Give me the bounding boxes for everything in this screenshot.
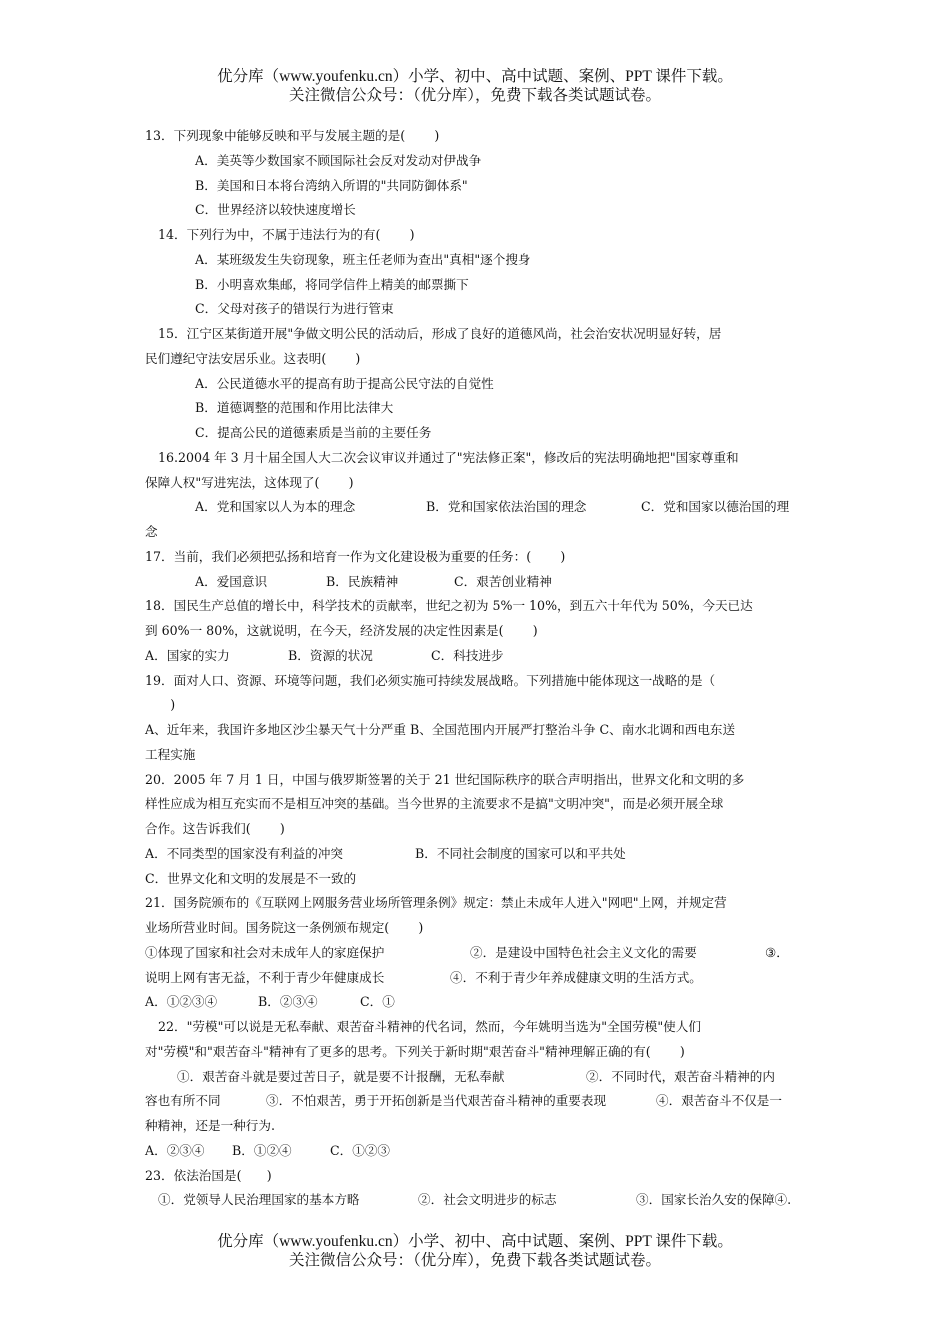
q15-stem-line-1: 15．江宁区某街道开展"争做文明公民的活动后，形成了良好的道德风尚，社会治安状况明显好转，居	[158, 326, 722, 341]
q23-statement-2: ②．社会文明进步的标志	[418, 1192, 557, 1208]
q18-options	[145, 644, 809, 669]
q22-statements-line-1	[145, 1065, 809, 1090]
q18-option-b: B．资源的状况	[288, 647, 373, 663]
q20-option-a: A．不同类型的国家没有利益的冲突	[145, 845, 344, 861]
q18-option-c: C．科技进步	[431, 647, 504, 663]
q22-statement-3: ③．不怕艰苦，勇于开拓创新是当代艰苦奋斗精神的重要表现	[266, 1093, 607, 1109]
q21-statement-3: ③．	[765, 944, 789, 960]
q22-option-a: A．②③④	[145, 1142, 205, 1158]
q18-option-a: A．国家的实力	[145, 647, 230, 663]
exam-content	[145, 124, 809, 1213]
q19-options-line-1: A、近年来，我国许多地区沙尘暴天气十分严重 B、全国范围内开展严打整治斗争 C、南水北调和西电东送	[145, 722, 736, 737]
q14-option-a: A．某班级发生失窃现象，班主任老师为查出"真相"逐个搜身	[195, 251, 531, 267]
q15-option-a: A．公民道德水平的提高有助于提高公民守法的自觉性	[195, 375, 494, 391]
q20-option-c: C．世界文化和文明的发展是不一致的	[145, 870, 357, 886]
q15-option-b: B．道德调整的范围和作用比法律大	[195, 400, 394, 416]
q21-option-b: B．②③④	[258, 994, 318, 1010]
footer-line-2: 关注微信公众号：（优分库），免费下载各类试题试卷。	[288, 1252, 661, 1269]
q14-option-b: B．小明喜欢集邮，将同学信件上精美的邮票撕下	[195, 276, 469, 292]
q14-stem: 14．下列行为中，不属于违法行为的有( )	[158, 227, 415, 242]
q16-options	[145, 495, 809, 520]
q21-statement-1: ①体现了国家和社会对未成年人的家庭保护	[145, 944, 385, 960]
q21-stem-line-2: 业场所营业时间。国务院这一条例颁布规定( )	[145, 920, 424, 935]
q22-statement-2: ②．不同时代，艰苦奋斗精神的内	[586, 1068, 775, 1084]
q21-stem-line-1: 21．国务院颁布的《互联网上网服务营业场所管理条例》规定：禁止未成年人进入"网吧"上网，并规定营	[145, 895, 727, 911]
q22-statements-line-2	[145, 1089, 809, 1114]
q23-statement-3: ③．国家长治久安的保障④.	[636, 1192, 792, 1208]
q16-option-c-continued: 念	[145, 524, 158, 539]
q21-option-c: C．①	[360, 994, 395, 1010]
q20-stem-line-2: 样性应成为相互充实而不是相互冲突的基础。当今世界的主流要求不是搞"文明冲突"，而是必须开展全球	[145, 796, 724, 812]
q20-stem-line-3: 合作。这告诉我们( )	[145, 821, 285, 836]
q22-option-b: B．①②④	[232, 1142, 292, 1158]
q22-statement-4-continued: 种精神，还是一种行为.	[145, 1118, 275, 1133]
q19-stem-line-2: )	[145, 697, 176, 713]
q17-option-b: B．民族精神	[326, 573, 399, 589]
q21-statements-line-1	[145, 941, 809, 966]
q16-option-a: A．党和国家以人为本的理念	[195, 499, 356, 515]
q17-option-a: A．爱国意识	[195, 573, 268, 589]
q15-option-c: C．提高公民的道德素质是当前的主要任务	[195, 425, 432, 440]
q16-stem-line-1: 16.2004 年 3 月十届全国人大二次会议审议并通过了"宪法修正案"，修改后的宪法明确地把"国家尊重和	[158, 449, 739, 465]
q13-option-c: C．世界经济以较快速度增长	[195, 202, 356, 218]
q18-stem-line-1: 18．国民生产总值的增长中，科学技术的贡献率，世纪之初为 5%一 10%，到五六十年代为 50%，今天已达	[145, 598, 753, 614]
q17-option-c: C．艰苦创业精神	[454, 573, 552, 589]
q16-option-b: B．党和国家依法治国的理念	[426, 499, 587, 515]
q20-options	[145, 842, 809, 867]
q20-stem-line-1: 20．2005 年 7 月 1 日，中国与俄罗斯签署的关于 21 世纪国际秩序的联合声明指出，世界文化和文明的多	[145, 771, 745, 787]
header-line-1: 优分库（www.youfenku.cn）小学、初中、高中试题、案例、PPT 课件下载。	[217, 68, 733, 85]
q13-option-a: A．美英等少数国家不顾国际社会反对发动对伊战争	[195, 152, 482, 168]
q18-stem-line-2: 到 60%一 80%，这就说明，在今天，经济发展的决定性因素是( )	[145, 623, 538, 638]
q16-option-c: C．党和国家以德治国的理	[641, 499, 790, 515]
page-header	[0, 67, 950, 105]
q22-statement-1: ①．艰苦奋斗就是要过苦日子，就是要不计报酬，无私奉献	[177, 1068, 505, 1084]
q22-statement-2-continued: 容也有所不同	[145, 1093, 221, 1109]
q13-stem: 13．下列现象中能够反映和平与发展主题的是( )	[145, 128, 440, 143]
q20-option-b: B．不同社会制度的国家可以和平共处	[415, 845, 626, 861]
q23-statement-1: ①．党领导人民治理国家的基本方略	[158, 1192, 360, 1208]
q16-stem-line-2: 保障人权"写进宪法，这体现了( )	[145, 474, 354, 490]
q23-statements	[145, 1188, 809, 1213]
q15-stem-line-2: 民们遵纪守法安居乐业。这表明( )	[145, 350, 361, 366]
q22-statement-4: ④．艰苦奋斗不仅是一	[656, 1093, 782, 1109]
q17-options	[145, 570, 809, 595]
q14-option-c: C．父母对孩子的错误行为进行管束	[195, 301, 394, 317]
q13-option-b: B．美国和日本将台湾纳入所谓的"共同防御体系"	[195, 177, 468, 193]
q17-stem: 17．当前，我们必须把弘扬和培育一作为文化建设极为重要的任务：( )	[145, 548, 566, 564]
q22-option-c: C．①②③	[330, 1142, 391, 1158]
q22-stem-line-1: 22．"劳模"可以说是无私奉献、艰苦奋斗精神的代名词，然而，今年姚明当选为"全国劳模"使人们	[158, 1019, 701, 1034]
header-line-2: 关注微信公众号：（优分库），免费下载各类试题试卷。	[288, 87, 661, 104]
q21-statement-4: ④．不利于青少年养成健康文明的生活方式。	[450, 969, 702, 985]
page-footer	[0, 1232, 950, 1270]
q19-options-line-2: 工程实施	[145, 746, 196, 762]
q19-stem-line-1: 19．面对人口、资源、环境等问题，我们必须实施可持续发展战略。下列措施中能体现这一战略的是（	[145, 672, 716, 688]
q22-stem-line-2: 对"劳模"和"艰苦奋斗"精神有了更多的思考。下列关于新时期"艰苦奋斗"精神理解正确的有( )	[145, 1043, 685, 1059]
q21-statement-2: ②．是建设中国特色社会主义文化的需要	[470, 944, 697, 960]
q22-options	[145, 1139, 809, 1164]
footer-line-1: 优分库（www.youfenku.cn）小学、初中、高中试题、案例、PPT 课件下载。	[217, 1233, 733, 1250]
q21-option-a: A．①②③④	[145, 994, 218, 1010]
q23-stem: 23．依法治国是( )	[145, 1167, 272, 1183]
q21-options	[145, 990, 809, 1015]
q21-statements-line-2	[145, 966, 809, 991]
q21-statement-3-continued: 说明上网有害无益，不利于青少年健康成长	[145, 969, 385, 985]
